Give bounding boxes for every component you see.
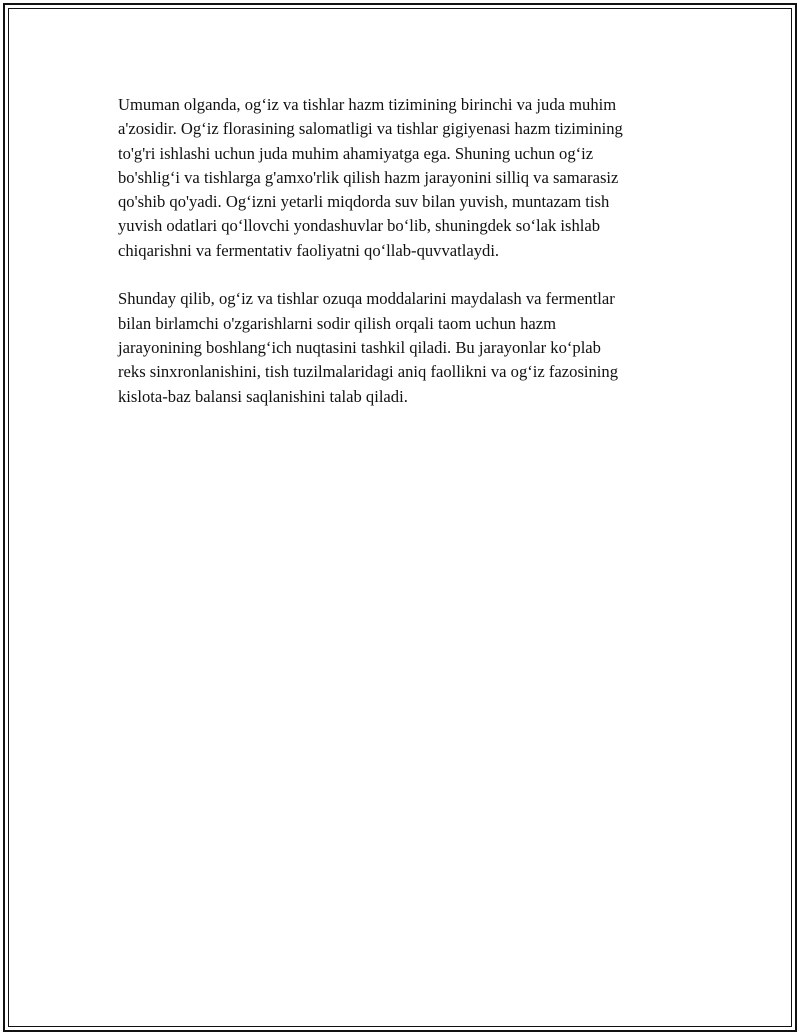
paragraph-line: chiqarishni va fermentativ faoliyatni qo‘llab-quvvatlaydi.	[118, 240, 500, 260]
paragraph-2	[118, 287, 688, 408]
paragraph-line: kislota-baz balansi saqlanishini talab qiladi.	[118, 386, 408, 406]
paragraph-line: a'zosidir. Og‘iz florasining salomatligi va tishlar gigiyenasi hazm tizimining	[118, 119, 623, 139]
paragraph-line: bo'shlig‘i va tishlarga g'amxo'rlik qilish hazm jarayonini silliq va samarasiz	[118, 167, 619, 187]
document-body	[118, 93, 688, 409]
paragraph-line: bilan birlamchi o'zgarishlarni sodir qilish orqali taom uchun hazm	[118, 313, 557, 333]
paragraph-line: Umuman olganda, og‘iz va tishlar hazm tizimining birinchi va juda muhim	[118, 95, 617, 114]
paragraph-line: Shunday qilib, og‘iz va tishlar ozuqa moddalarini maydalash va fermentlar	[118, 289, 615, 309]
paragraph-1	[118, 93, 688, 263]
paragraph-line: qo'shib qo'yadi. Og‘izni yetarli miqdorda suv bilan yuvish, muntazam tish	[118, 192, 610, 212]
paragraph-line: yuvish odatlari qo‘llovchi yondashuvlar bo‘lib, shuningdek so‘lak ishlab	[118, 216, 601, 236]
paragraph-line: reks sinxronlanishini, tish tuzilmalaridagi aniq faollikni va og‘iz fazosining	[118, 362, 619, 382]
paragraph-line: to'g'ri ishlashi uchun juda muhim ahamiyatga ega. Shuning uchun og‘iz	[118, 143, 594, 163]
paragraph-line: jarayonining boshlang‘ich nuqtasini tashkil qiladi. Bu jarayonlar ko‘plab	[118, 337, 601, 357]
